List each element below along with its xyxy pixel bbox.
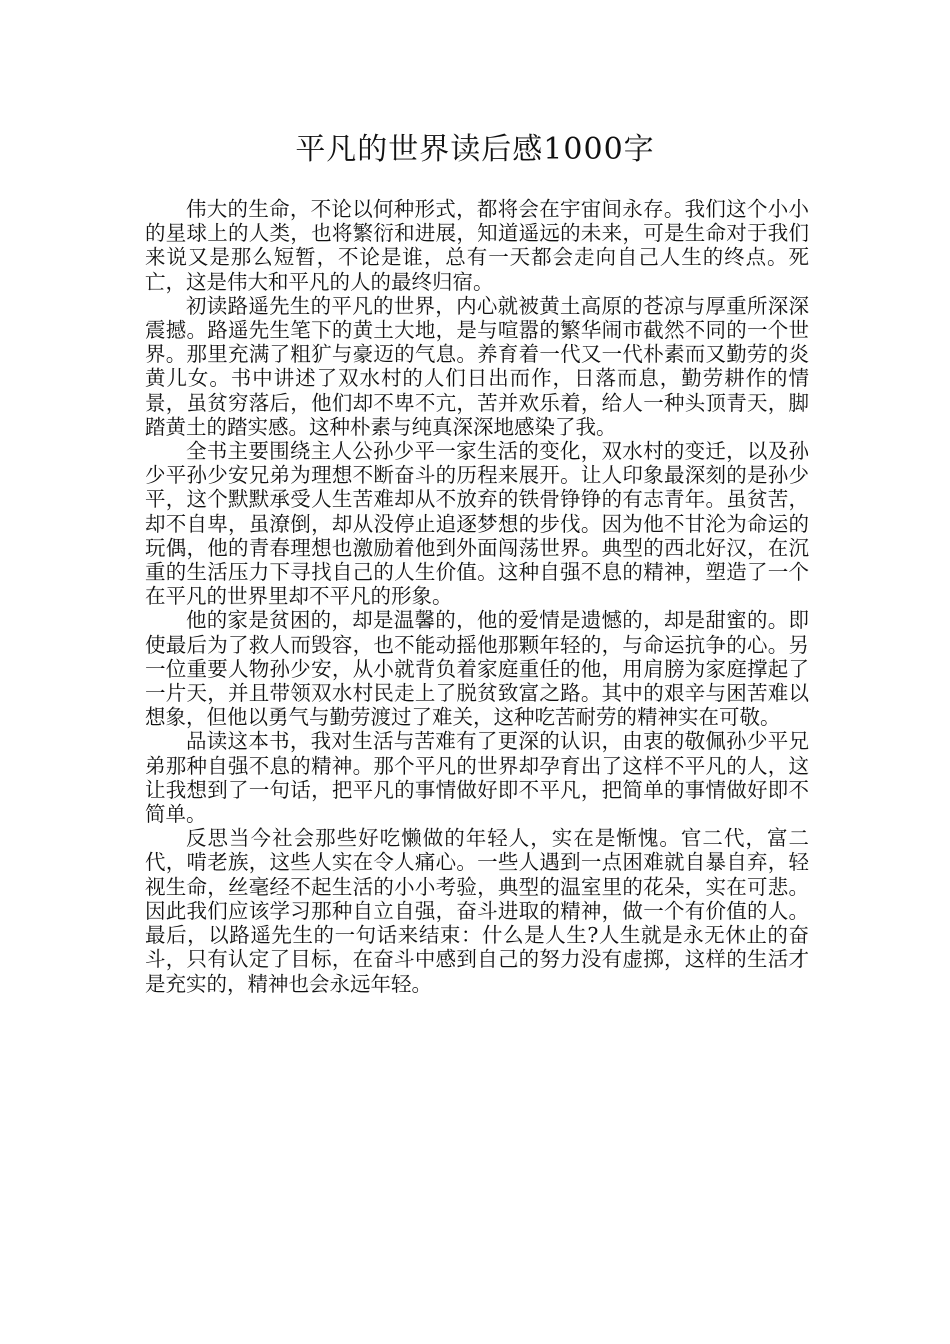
- document-title: 平凡的世界读后感1000字: [295, 132, 655, 167]
- paragraph: 品读这本书，我对生活与苦难有了更深的认识，由衷的敬佩孙少平兄弟那种自强不息的精神。那个平凡的世界却孕育出了这样不平凡的人，这让我想到了一句话，把平凡的事情做好即不平凡，把简单的事情做好即不简单。: [145, 729, 809, 827]
- paragraph: 反思当今社会那些好吃懒做的年轻人，实在是惭愧。官二代，富二代，啃老族，这些人实在令人痛心。一些人遇到一点困难就自暴自弃，轻视生命，丝毫经不起生活的小小考验，典型的温室里的花朵，实在可悲。因此我们应该学习那种自立自强，奋斗进取的精神，做一个有价值的人。最后，以路遥先生的一句话来结束：什么是人生?人生就是永无休止的奋斗，只有认定了目标，在奋斗中感到自己的努力没有虚掷，这样的生活才是充实的，精神也会永远年轻。: [145, 826, 809, 996]
- paragraph: 初读路遥先生的平凡的世界，内心就被黄土高原的苍凉与厚重所深深震撼。路遥先生笔下的黄土大地，是与喧嚣的繁华闹市截然不同的一个世界。那里充满了粗犷与豪迈的气息。养育着一代又一代朴素而又勤劳的炎黄儿女。书中讲述了双水村的人们日出而作，日落而息，勤劳耕作的情景，虽贫穷落后，他们却不卑不亢，苦并欢乐着，给人一种头顶青天，脚踏黄土的踏实感。这种朴素与纯真深深地感染了我。: [145, 293, 809, 439]
- paragraph: 伟大的生命，不论以何种形式，都将会在宇宙间永存。我们这个小小的星球上的人类，也将繁衍和进展，知道遥远的未来，可是生命对于我们来说又是那么短暂，不论是谁，总有一天都会走向自己人生的终点。死亡，这是伟大和平凡的人的最终归宿。: [145, 197, 809, 294]
- paragraph: 全书主要围绕主人公孙少平一家生活的变化，双水村的变迁，以及孙少平孙少安兄弟为理想不断奋斗的历程来展开。让人印象最深刻的是孙少平，这个默默承受人生苦难却从不放弃的铁骨铮铮的有志青年。虽贫苦，却不自卑，虽潦倒，却从没停止追逐梦想的步伐。因为他不甘沦为命运的玩偶，他的青春理想也激励着他到外面闯荡世界。典型的西北好汉，在沉重的生活压力下寻找自己的人生价值。这种自强不息的精神，塑造了一个在平凡的世界里却不平凡的形象。: [145, 439, 809, 609]
- document-body: [145, 197, 809, 996]
- paragraph: 他的家是贫困的，却是温馨的，他的爱情是遗憾的，却是甜蜜的。即使最后为了救人而毁容，也不能动摇他那颗年轻的，与命运抗争的心。另一位重要人物孙少安，从小就背负着家庭重任的他，用肩膀为家庭撑起了一片天，并且带领双水村民走上了脱贫致富之路。其中的艰辛与困苦难以想象，但他以勇气与勤劳渡过了难关，这种吃苦耐劳的精神实在可敬。: [145, 608, 809, 730]
